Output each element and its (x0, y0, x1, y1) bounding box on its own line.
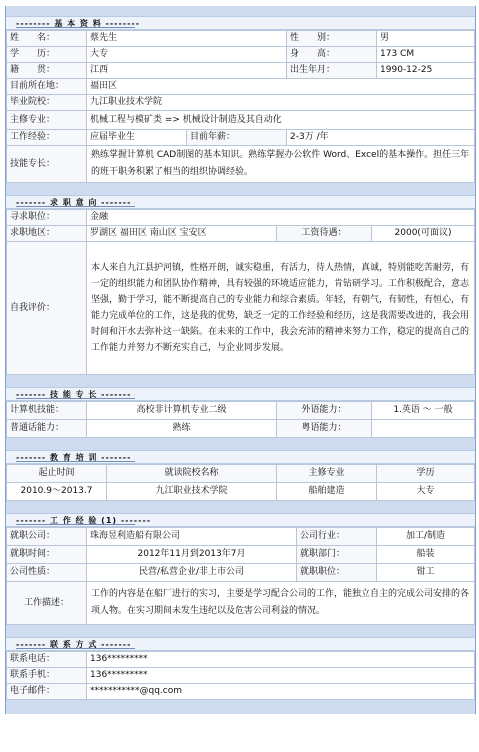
edu-period: 2010.9～2013.7 (7, 483, 107, 501)
experience-label: 工作经验： (7, 130, 87, 146)
section-band (6, 6, 475, 16)
phone-value: 136********* (87, 652, 475, 668)
edu-degree: 大专 (377, 483, 475, 501)
skill-text: 熟练掌握计算机 CAD制图的基本知识。熟练掌握办公软件 Word、Excel的基本操作。担任三年的班干职务积累了相当的组织协调经验。 (87, 146, 475, 183)
work-desc-text: 工作的内容是在船厂进行的实习，主要是学习配合公司的工作，能独立自主的完成公司安排的各项人物。在实习期间未发生违纪以及危害公司利益的情况。 (87, 582, 475, 625)
language-value: 1.英语 ～ 一般 (372, 402, 475, 420)
section-header-intent: ------- 求 职 意 向 ------- (6, 195, 475, 209)
section-title: 技 能 专 长 (50, 390, 98, 399)
company-label: 就职公司： (7, 528, 87, 546)
company-type-label: 公司性质： (7, 564, 87, 582)
birth-label: 出生年月： (287, 63, 377, 79)
height-label: 身 高： (287, 47, 377, 63)
origin-label: 籍 贯： (7, 63, 87, 79)
section-band (6, 700, 475, 714)
skills-table (6, 401, 475, 438)
self-eval-text: 本人来自九江县护河镇，性格开朗，诚实稳重，有活力，待人热情，真诚，特别能吃苦耐劳，有一定的组织能力和团队协作精神，具有较强的环境适应能力，肯钻研学习。工作积极配合，意志坚强，勤于学习，能不断提高自己的专业能力和综合素质。年轻，有朝气，有韧性，有恒心，有能力完成单位的工作，这是我的优势，缺乏一定的工作经验和经历，这是我需要改进的，我会用时间和汗水去弥补这一缺陷。在未来的工作中，我会充沛的精神来努力工作，稳定的提高自己的工作能力并努力不断充实自己，与企业同步发展。 (87, 242, 475, 375)
salary-label: 工资待遇： (277, 226, 372, 242)
experience-value: 应届毕业生 (87, 130, 187, 146)
origin-value: 江西 (87, 63, 287, 79)
major-label: 主修专业： (7, 111, 87, 130)
salary-value: 2000(可面议) (372, 226, 475, 242)
language-label: 外语能力： (277, 402, 372, 420)
height-value: 173 CM (377, 47, 475, 63)
mandarin-label: 普通话能力： (7, 420, 87, 438)
basic-info-table (6, 30, 475, 183)
work-time-value: 2012年11月到2013年7月 (87, 546, 297, 564)
work-table (6, 527, 475, 625)
section-band (6, 625, 475, 637)
area-value: 罗湖区 福田区 南山区 宝安区 (87, 226, 277, 242)
department-label: 就职部门： (297, 546, 377, 564)
degree-value: 大专 (87, 47, 287, 63)
phone-label: 联系电话： (7, 652, 87, 668)
email-value[interactable]: ***********@qq.com (87, 684, 475, 700)
email-label: 电子邮件： (7, 684, 87, 700)
skill-label: 技能专长： (7, 146, 87, 183)
section-title: 教 育 培 训 (50, 453, 98, 462)
edu-header-degree: 学历 (377, 465, 475, 483)
intent-table (6, 209, 475, 375)
cantonese-value (372, 420, 475, 438)
mobile-value: 136********* (87, 668, 475, 684)
edu-major: 船舶建造 (277, 483, 377, 501)
position-value: 钳工 (377, 564, 475, 582)
section-title: 基 本 资 料 (54, 19, 102, 28)
section-title: 求 职 意 向 (50, 198, 98, 207)
company-value: 珠海昱利造船有限公司 (87, 528, 297, 546)
department-value: 船装 (377, 546, 475, 564)
salary-now-value: 2-3万 /年 (287, 130, 475, 146)
computer-skill-value: 高校非计算机专业二级 (87, 402, 277, 420)
section-title: 工 作 经 验 (1) (50, 516, 118, 525)
section-band (6, 375, 475, 387)
section-band (6, 501, 475, 513)
position-label: 就职职位： (297, 564, 377, 582)
self-eval-label: 自我评价： (7, 242, 87, 375)
section-title: 联 系 方 式 (50, 640, 98, 649)
table-row (7, 483, 475, 501)
mobile-label: 联系手机： (7, 668, 87, 684)
job-label: 寻求职位： (7, 210, 87, 226)
contact-table (6, 651, 475, 700)
gender-value: 男 (377, 31, 475, 47)
resume-document (5, 6, 476, 714)
section-header-basic: -------- 基 本 资 料 -------- (6, 16, 475, 30)
section-band (6, 183, 475, 195)
name-value: 蔡先生 (87, 31, 287, 47)
education-table (6, 464, 475, 501)
edu-header-major: 主修专业 (277, 465, 377, 483)
section-header-education: ------- 教 育 培 训 ------- (6, 450, 475, 464)
work-time-label: 就职时间： (7, 546, 87, 564)
salary-now-label: 目前年薪： (187, 130, 287, 146)
edu-header-period: 起止时间 (7, 465, 107, 483)
job-value: 金融 (87, 210, 475, 226)
section-header-work: ------- 工 作 经 验 (1) ------- (6, 513, 475, 527)
area-label: 求职地区： (7, 226, 87, 242)
mandarin-value: 熟练 (87, 420, 277, 438)
location-value: 福田区 (87, 79, 475, 95)
school-label: 毕业院校： (7, 95, 87, 111)
edu-school: 九江职业技术学院 (107, 483, 277, 501)
cantonese-label: 粤语能力： (277, 420, 372, 438)
computer-skill-label: 计算机技能： (7, 402, 87, 420)
degree-label: 学 历： (7, 47, 87, 63)
edu-header-school: 就读院校名称 (107, 465, 277, 483)
gender-label: 性 别： (287, 31, 377, 47)
industry-value: 加工/制造 (377, 528, 475, 546)
section-band (6, 438, 475, 450)
industry-label: 公司行业： (297, 528, 377, 546)
company-type-value: 民营/私营企业/非上市公司 (87, 564, 297, 582)
section-header-contact: ------- 联 系 方 式 ------- (6, 637, 475, 651)
school-value: 九江职业技术学院 (87, 95, 475, 111)
section-header-skills: ------- 技 能 专 长 ------- (6, 387, 475, 401)
major-value: 机械工程与模矿类 => 机械设计制造及其自动化 (87, 111, 475, 130)
name-label: 姓 名： (7, 31, 87, 47)
birth-value: 1990-12-25 (377, 63, 475, 79)
location-label: 目前所在地： (7, 79, 87, 95)
work-desc-label: 工作描述： (7, 582, 87, 625)
